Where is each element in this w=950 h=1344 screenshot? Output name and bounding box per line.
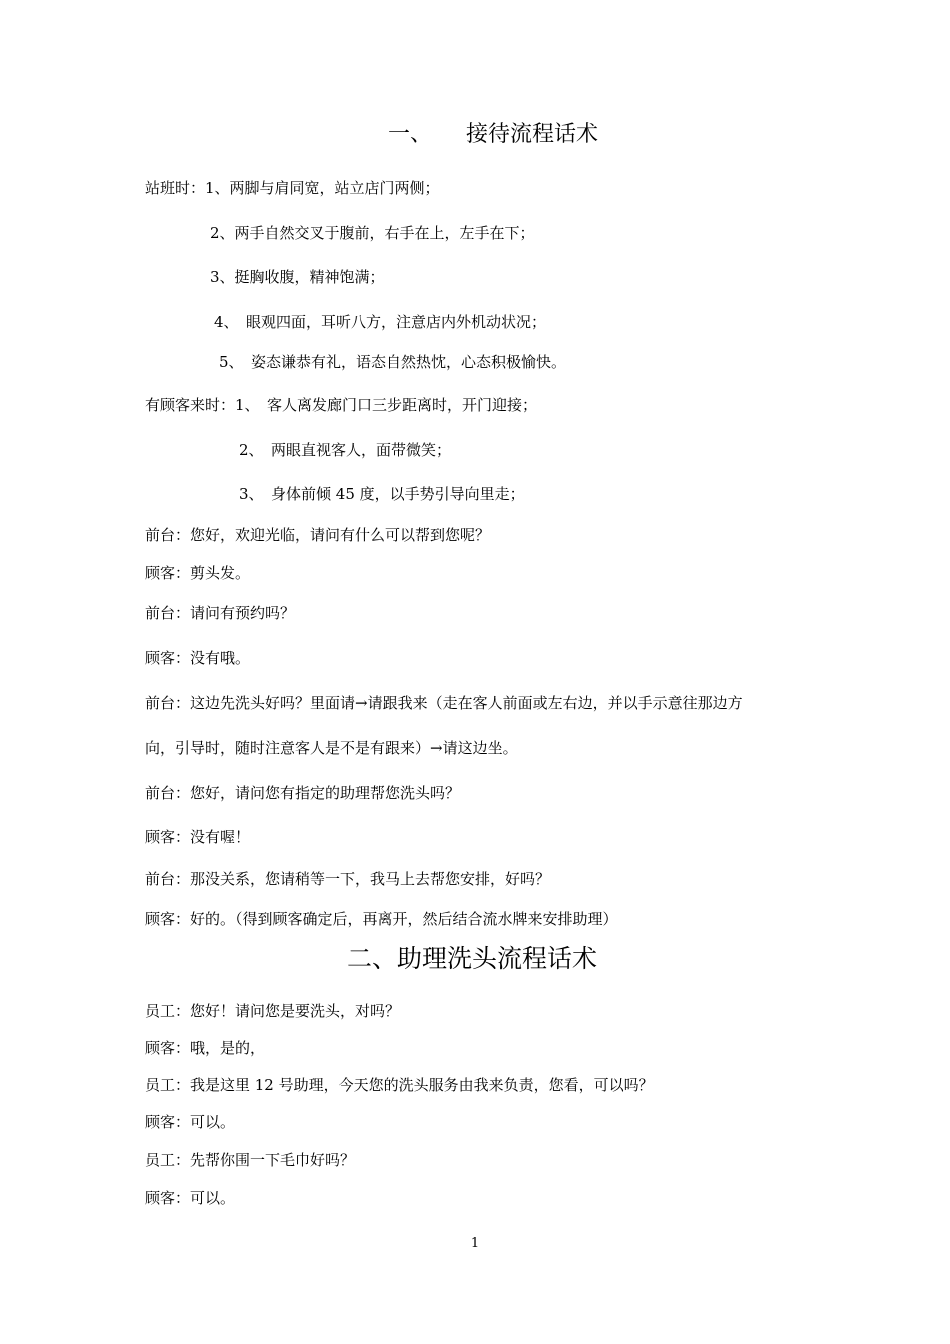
dialogue-line: 员工：我是这里 12 号助理，今天您的洗头服务由我来负责，您看，可以吗？: [145, 1076, 654, 1094]
dialogue-line: 顾客：没有喔！: [145, 828, 251, 846]
paragraph: 3、挺胸收腹，精神饱满；: [210, 268, 385, 286]
dialogue-line: 前台：请问有预约吗？: [145, 604, 296, 622]
dialogue-line: 前台：那没关系，您请稍等一下，我马上去帮您安排，好吗？: [145, 870, 551, 888]
dialogue-line: 顾客：没有哦。: [145, 649, 251, 667]
dialogue-line: 顾客：剪头发。: [145, 564, 251, 582]
dialogue-line: 顾客：可以。: [145, 1113, 236, 1131]
paragraph: 5、 姿态谦恭有礼，语态自然热忱，心态积极愉快。: [219, 353, 567, 371]
paragraph: 站班时：1、两脚与肩同宽，站立店门两侧；: [145, 179, 440, 197]
paragraph: 4、 眼观四面，耳听八方，注意店内外机动状况；: [214, 313, 547, 331]
section1-number: 一、: [388, 122, 433, 147]
paragraph: 3、 身体前倾 45 度，以手势引导向里走；: [239, 485, 525, 503]
dialogue-line: 前台：您好，欢迎光临，请问有什么可以帮到您呢？: [145, 526, 491, 544]
section2-title: 二、助理洗头流程话术: [347, 944, 598, 973]
page-number: 1: [470, 1236, 480, 1251]
dialogue-line: 前台：您好，请问您有指定的助理帮您洗头吗？: [145, 784, 461, 802]
dialogue-line: 顾客：哦，是的，: [145, 1039, 266, 1057]
dialogue-line: 员工：先帮你围一下毛巾好吗？: [145, 1151, 356, 1169]
section1-heading: [388, 121, 598, 149]
dialogue-line: 员工：您好！请问您是要洗头，对吗？: [145, 1002, 401, 1020]
dialogue-line: 向，引导时，随时注意客人是不是有跟来）→请这边坐。: [145, 739, 518, 757]
dialogue-line: 顾客：可以。: [145, 1189, 236, 1207]
dialogue-line: 前台：这边先洗头好吗？里面请→请跟我来（走在客人前面或左右边，并以手示意往那边方: [145, 694, 743, 712]
dialogue-line: 顾客：好的。（得到顾客确定后，再离开，然后结合流水牌来安排助理）: [145, 910, 618, 928]
section1-title: 接待流程话术: [466, 122, 599, 147]
paragraph: 有顾客来时：1、 客人离发廊门口三步距离时，开门迎接；: [145, 396, 538, 414]
paragraph: 2、 两眼直视客人，面带微笑；: [239, 441, 452, 459]
paragraph: 2、两手自然交叉于腹前，右手在上，左手在下；: [210, 224, 535, 242]
